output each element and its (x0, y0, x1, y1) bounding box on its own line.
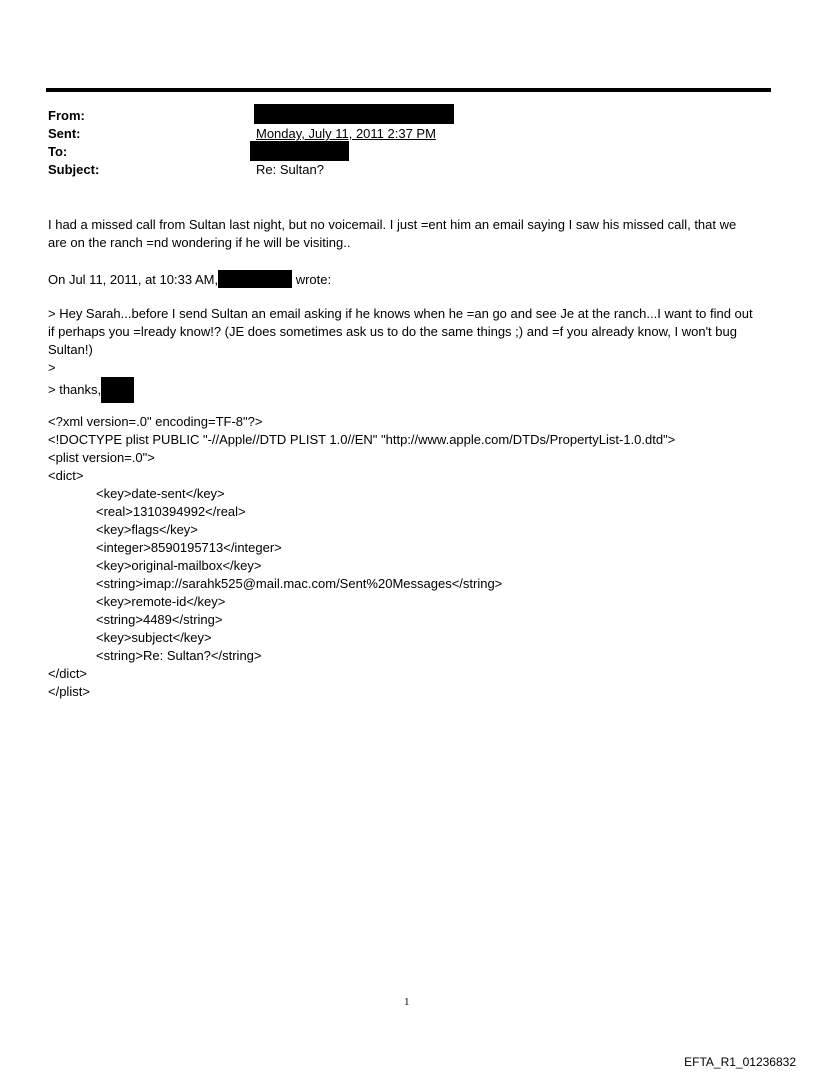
to-label: To: (48, 144, 68, 159)
plist-line-7: <key>flags</key> (96, 522, 198, 537)
bates-number: EFTA_R1_01236832 (684, 1055, 796, 1069)
redaction-signature (101, 377, 134, 403)
subject-label: Subject: (48, 162, 100, 177)
plist-line-16: </plist> (48, 684, 90, 699)
top-rule (46, 88, 771, 92)
plist-line-8: <integer>8590195713</integer> (96, 540, 282, 555)
sent-value: Monday, July 11, 2011 2:37 PM (256, 126, 436, 141)
plist-line-9: <key>original-mailbox</key> (96, 558, 262, 573)
plist-line-2: <!DOCTYPE plist PUBLIC "-//Apple//DTD PLIST 1.0//EN" "http://www.apple.com/DTDs/PropertyList-1.0.dtd"> (48, 432, 676, 447)
plist-line-13: <key>subject</key> (96, 630, 212, 645)
redaction-from (254, 104, 454, 124)
quote-line-4: > (48, 360, 56, 375)
plist-line-11: <key>remote-id</key> (96, 594, 226, 609)
quote-intro-before: On Jul 11, 2011, at 10:33 AM, (48, 272, 219, 287)
body-line-2: are on the ranch =nd wondering if he will be visiting.. (48, 235, 351, 250)
plist-line-3: <plist version=.0"> (48, 450, 155, 465)
quote-intro-after: wrote: (295, 272, 332, 287)
redaction-to (250, 141, 349, 161)
plist-line-10: <string>imap://sarahk525@mail.mac.com/Sent%20Messages</string> (96, 576, 503, 591)
from-label: From: (48, 108, 85, 123)
quote-line-2: if perhaps you =lready know!? (JE does sometimes ask us to do the same things ;) and =f you already know, I won't bug (48, 324, 737, 339)
plist-line-1: <?xml version=.0" encoding=TF-8"?> (48, 414, 263, 429)
quote-intro (48, 270, 331, 289)
subject-value: Re: Sultan? (256, 162, 324, 177)
quote-line-3: Sultan!) (48, 342, 93, 357)
quote-line-1: > Hey Sarah...before I send Sultan an email asking if he knows when he =an go and see Je at the ranch...I want to find out (48, 306, 753, 321)
plist-line-6: <real>1310394992</real> (96, 504, 246, 519)
redaction-sender (218, 270, 292, 288)
plist-line-14: <string>Re: Sultan?</string> (96, 648, 262, 663)
quote-line-5 (48, 377, 134, 403)
sent-label: Sent: (48, 126, 81, 141)
page-number: 1 (404, 996, 410, 1008)
plist-line-15: </dict> (48, 666, 88, 681)
plist-line-4: <dict> (48, 468, 84, 483)
quote-thanks: > thanks, (48, 382, 102, 397)
plist-line-12: <string>4489</string> (96, 612, 223, 627)
plist-line-5: <key>date-sent</key> (96, 486, 225, 501)
body-line-1: I had a missed call from Sultan last night, but no voicemail. I just =ent him an email saying I saw his missed call, that we (48, 217, 737, 232)
